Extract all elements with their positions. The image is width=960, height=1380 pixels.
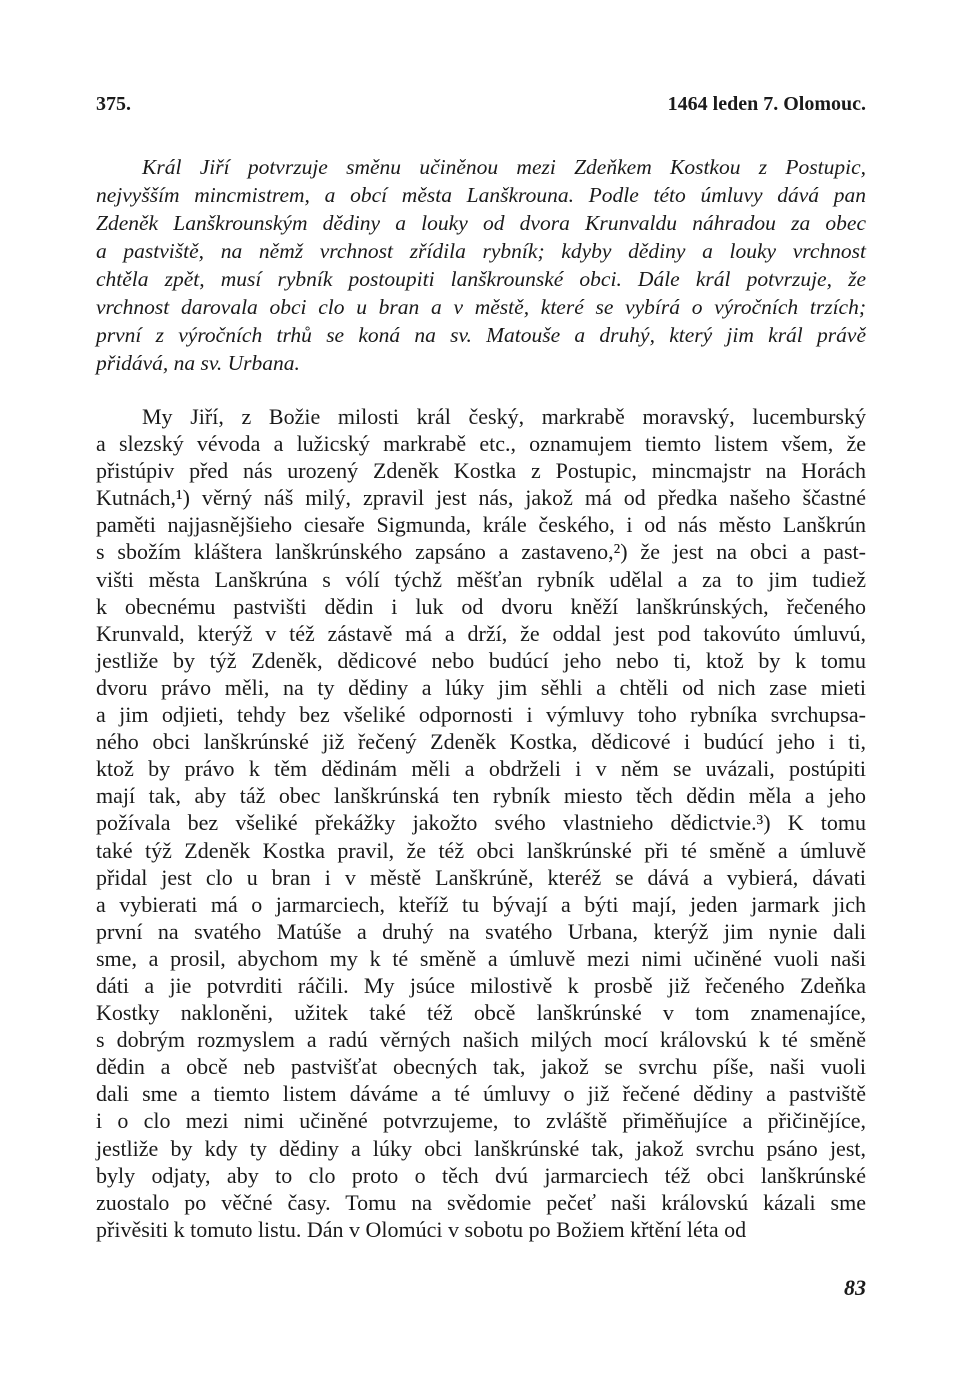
text-line: dvoru právo měli, na ty dědiny a lúky jim sěhli a chtěli od nich zase mieti: [96, 674, 866, 700]
text-line: nejvyšším mincmistrem, a obcí města Lanškrouna. Podle této úmluvy dává pan: [96, 183, 866, 207]
text-line: Krunvald, kterýž v též zástavě má a drží, že oddal jest pod takovúto úmluvú,: [96, 620, 866, 646]
text-line: zuostalo po věčné časy. Tomu na svědomie pečeť naši královskú kázali sme: [96, 1189, 866, 1215]
text-line: přivěsiti k tomuto listu. Dán v Olomúci v sobotu po Božiem křtění léta od: [96, 1216, 747, 1242]
text-line: první z výročních trhů se koná na sv. Matouše a druhý, který jim král právě: [96, 323, 866, 347]
text-line: k obecnému pastvišti dědin i luk od dvoru kněží lanškrúnských, řečeného: [96, 593, 866, 619]
document-dateline: 1464 leden 7. Olomouc.: [667, 93, 866, 115]
text-line: dáti a jie potvrditi ráčili. My jsúce milostivě k prosbě již řečeného Zdeňka: [96, 972, 866, 998]
text-line: Kutnách,¹) věrný náš milý, zpravil jest nás, jakož má od předka našeho ščastné: [96, 485, 866, 511]
text-line: vrchnost darovala obci clo u bran a v městě, které se vybírá o výročních trzích;: [96, 295, 866, 319]
text-line: dali sme a tiemto listem dáváme a té úmluvy o již řečené dědiny a pastviště: [96, 1081, 866, 1107]
text-line: jestliže by kdy ty dědiny a lúky obci lanškrúnské tak, jakož svrchu psáno jest,: [96, 1135, 866, 1161]
text-line: My Jiří, z Božie milosti král český, markrabě moravský, lucemburský: [142, 404, 866, 429]
regest-summary: [96, 153, 866, 377]
text-line: Zdeněk Lanškrounským dědiny a louky od dvora Krunvaldu náhradou za obec: [96, 211, 866, 235]
document-number: 375.: [96, 93, 131, 115]
text-line: a pastviště, na němž vrchnost zřídila rybník; kdyby dědiny a louky vrchnost: [96, 239, 866, 263]
text-line: také týž Zdeněk Kostka pravil, že též obci lanškrúnské při té směně a úmluvě: [96, 837, 866, 863]
text-line: byly odjaty, aby to clo proto o těch dvú jarmarciech též obci lanškrúnské: [96, 1162, 866, 1188]
text-line: přidal jest clo u bran i v městě Lanškrúně, kteréž se dává a vybierá, dávati: [96, 864, 866, 890]
text-line: a jim odjieti, tehdy bez všeliké odpornosti i výmluvy toho rybníka svrchupsa-: [96, 702, 866, 728]
text-line: ktož by právo k těm dědinám měli a obdrželi i v něm se uvázali, postúpiti: [96, 756, 866, 782]
text-line: mají tak, aby táž obec lanškrúnská ten rybník miesto těch dědin měla a jeho: [96, 783, 866, 809]
text-line: i o clo mezi nimi učiněné potvrzujeme, to zvláště přiměňujíce a přičinějíce,: [96, 1108, 866, 1134]
text-line: s dobrým rozmyslem a radú věrných našich milých mocí královskú k té směně: [96, 1027, 866, 1053]
text-line: přidává, na sv. Urbana.: [96, 351, 300, 375]
text-line: požívala bez všeliké překážky jakožto svého vlastnieho dědictvie.³) K tomu: [96, 810, 866, 836]
text-line: s sbožím kláštera lanškrúnského zapsáno a zastaveno,²) že jest na obci a past-: [96, 539, 866, 565]
charter-text: [96, 403, 866, 1243]
text-line: sme, a prosil, abychom my k té směně a úmluvě mezi nimi učiněné vuoli naši: [96, 945, 866, 971]
page-header: [96, 93, 866, 123]
text-line: paměti najjasnějšieho ciesaře Sigmunda, krále českého, i od nás město Lanškrún: [96, 512, 866, 538]
text-line: višti města Lanškrúna s vólí týchž měšťan rybník udělal a za to jim tudiež: [96, 566, 866, 592]
text-line: a vybierati má o jarmarciech, kteříž tu bývají a býti mají, jeden jarmark jich: [96, 891, 866, 917]
text-line: jestliže by týž Zdeněk, dědicové nebo budúcí jeho nebo ti, ktož by k tomu: [96, 647, 866, 673]
page-number: 83: [844, 1275, 866, 1300]
text-line: a slezský vévoda a lužicský markrabě etc., oznamujem tiemto listem všem, že: [96, 431, 866, 457]
text-line: chtěla zpět, musí rybník postoupiti lanškrounské obci. Dále král potvrzuje, že: [96, 267, 866, 291]
text-line: první na svatého Matúše a druhý na svatého Urbana, kterýž jim nynie dali: [96, 918, 866, 944]
text-line: Král Jiří potvrzuje směnu učiněnou mezi Zdeňkem Kostkou z Postupic,: [142, 155, 866, 179]
text-line: ného obci lanškrúnské již řečený Zdeněk Kostka, dědicové i budúcí jeho i ti,: [96, 729, 866, 755]
text-line: Kostky nakloněni, užitek také též obcě lanškrúnské v tom znamenajíce,: [96, 1000, 866, 1026]
text-line: dědin a obcě neb pastvišťat obecných tak, jakož se svrchu píše, naši vuoli: [96, 1054, 866, 1080]
text-line: přistúpiv před nás urozený Zdeněk Kostka z Postupic, mincmajstr na Horách: [96, 458, 866, 484]
